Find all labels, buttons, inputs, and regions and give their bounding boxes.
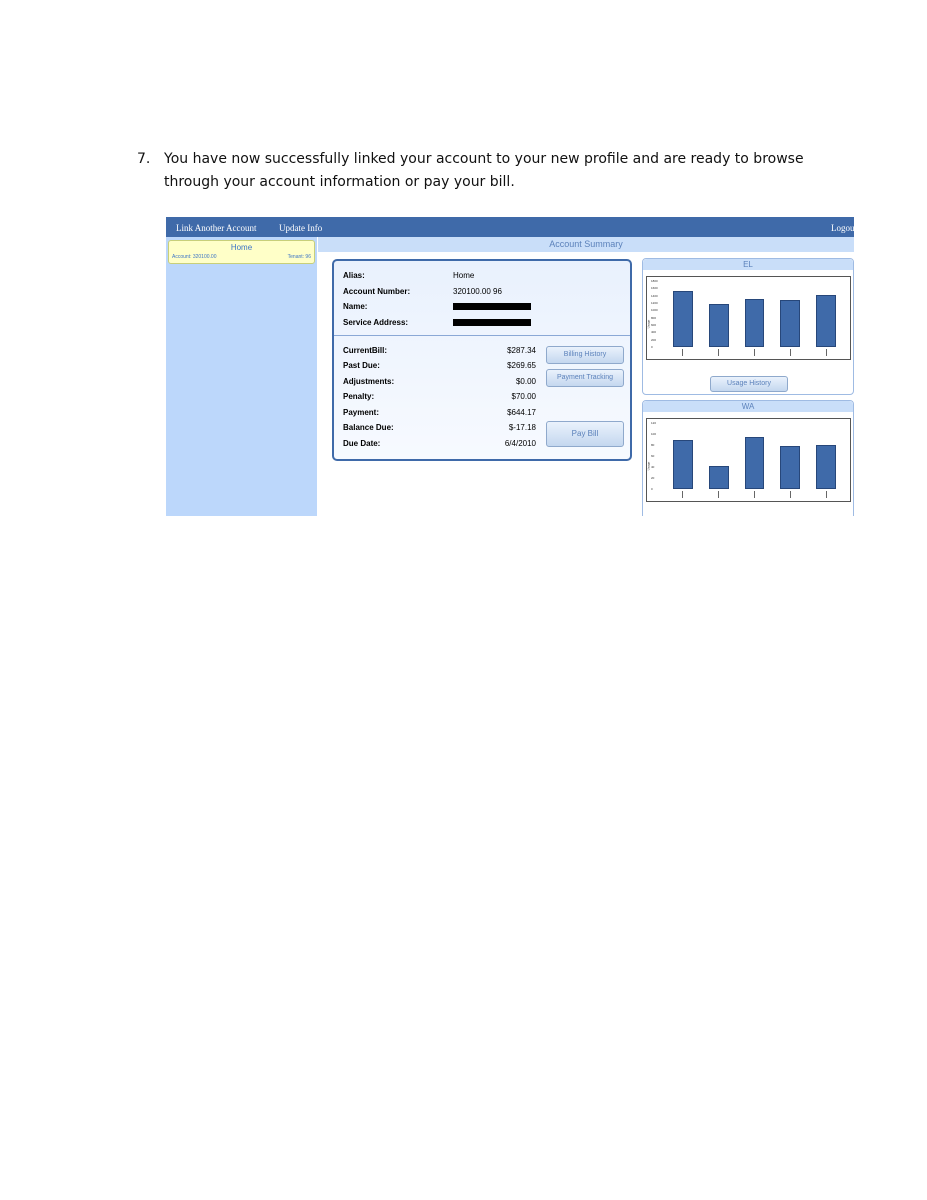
el-bar xyxy=(709,304,729,347)
adjustments-label: Adjustments: xyxy=(343,377,395,386)
penalty-value: $70.00 xyxy=(511,392,536,401)
payment-label: Payment: xyxy=(343,408,380,417)
pay-bill-button[interactable]: Pay Bill xyxy=(546,421,624,447)
service-address-label: Service Address: xyxy=(343,318,409,327)
el-bar xyxy=(816,295,836,347)
wa-ytick: 20 xyxy=(651,476,655,480)
el-ytick: 0 xyxy=(651,345,653,349)
wa-bar xyxy=(745,437,765,489)
tenant-number: Tenant: 96 xyxy=(287,254,311,260)
wa-bar xyxy=(780,446,800,489)
el-xtick xyxy=(682,349,683,356)
past-due-label: Past Due: xyxy=(343,361,380,370)
el-bar xyxy=(745,299,765,347)
alias-label: Alias: xyxy=(343,271,365,280)
el-ytick: 800 xyxy=(651,315,657,320)
el-bar xyxy=(780,300,800,347)
penalty-label: Penalty: xyxy=(343,392,375,401)
past-due-value: $269.65 xyxy=(507,361,536,370)
el-xtick xyxy=(718,349,719,356)
logout-link[interactable]: Logou xyxy=(831,223,854,233)
wa-xtick xyxy=(790,491,791,498)
el-xtick xyxy=(754,349,755,356)
account-summary-header: Account Summary xyxy=(318,237,854,252)
el-ytick: 1000 xyxy=(651,308,658,313)
wa-ytick: 120 xyxy=(651,421,657,425)
service-address-redacted xyxy=(453,319,531,326)
step-text: You have now successfully linked your account to your new profile and are ready to browse through your account information or pay your bill. xyxy=(164,151,804,190)
el-ylabel: Usage xyxy=(646,319,651,329)
el-ytick: 1200 xyxy=(651,301,658,305)
wa-ytick: 60 xyxy=(651,454,655,458)
wa-xtick xyxy=(718,491,719,498)
account-number: Account: 320100.00 xyxy=(172,254,217,260)
link-another-account-link[interactable]: Link Another Account xyxy=(176,223,257,233)
wa-xtick xyxy=(682,491,683,498)
wa-chart-box xyxy=(642,400,854,516)
account-number-label: Account Number: xyxy=(343,287,411,296)
el-ytick: 200 xyxy=(651,337,657,342)
due-date-value: 6/4/2010 xyxy=(504,439,536,448)
el-chart-plot xyxy=(646,276,851,360)
el-xtick xyxy=(826,349,827,356)
el-ytick: 600 xyxy=(651,323,657,327)
el-ytick: 1800 xyxy=(651,279,658,283)
el-bar xyxy=(673,291,693,347)
alias-value: Home xyxy=(453,271,475,280)
wa-ylabel: Usage xyxy=(646,461,651,471)
wa-bar xyxy=(709,466,729,489)
el-xtick xyxy=(790,349,791,356)
billing-history-button[interactable]: Billing History xyxy=(546,346,624,364)
account-number-value: 320100.00 96 xyxy=(453,287,502,296)
balance-due-label: Balance Due: xyxy=(343,423,394,432)
update-info-link[interactable]: Update Info xyxy=(279,223,323,233)
account-card[interactable] xyxy=(168,240,315,264)
balance-due-value: $-17.18 xyxy=(508,423,536,432)
el-ytick: 1600 xyxy=(651,286,658,291)
wa-ytick: 100 xyxy=(651,432,657,436)
payment-value: $644.17 xyxy=(507,408,536,417)
wa-xtick xyxy=(826,491,827,498)
el-ytick: 400 xyxy=(651,330,657,335)
wa-ytick: 0 xyxy=(651,487,653,491)
wa-chart-title: WA xyxy=(643,401,853,412)
payment-tracking-button[interactable]: Payment Tracking xyxy=(546,369,624,387)
step-number: 7. xyxy=(137,151,151,167)
due-date-label: Due Date: xyxy=(343,439,381,448)
account-summary-screenshot xyxy=(166,217,854,516)
wa-chart-plot xyxy=(646,418,851,502)
name-label: Name: xyxy=(343,302,368,311)
el-ytick: 1400 xyxy=(651,293,658,298)
top-nav-bar xyxy=(166,217,854,237)
el-chart-title: EL xyxy=(643,259,853,270)
usage-history-button[interactable]: Usage History xyxy=(710,376,788,392)
name-redacted xyxy=(453,303,531,310)
wa-xtick xyxy=(754,491,755,498)
wa-bar xyxy=(816,445,836,489)
wa-ytick: 80 xyxy=(651,443,655,447)
current-bill-value: $287.34 xyxy=(507,346,536,355)
current-bill-label: CurrentBill: xyxy=(343,346,387,355)
adjustments-value: $0.00 xyxy=(515,377,536,386)
wa-bar xyxy=(673,440,693,490)
panel-divider xyxy=(334,335,630,336)
el-chart-box xyxy=(642,258,854,395)
account-summary-panel xyxy=(332,259,632,461)
wa-ytick: 40 xyxy=(651,465,655,469)
account-alias: Home xyxy=(230,243,253,252)
sidebar xyxy=(166,237,317,516)
